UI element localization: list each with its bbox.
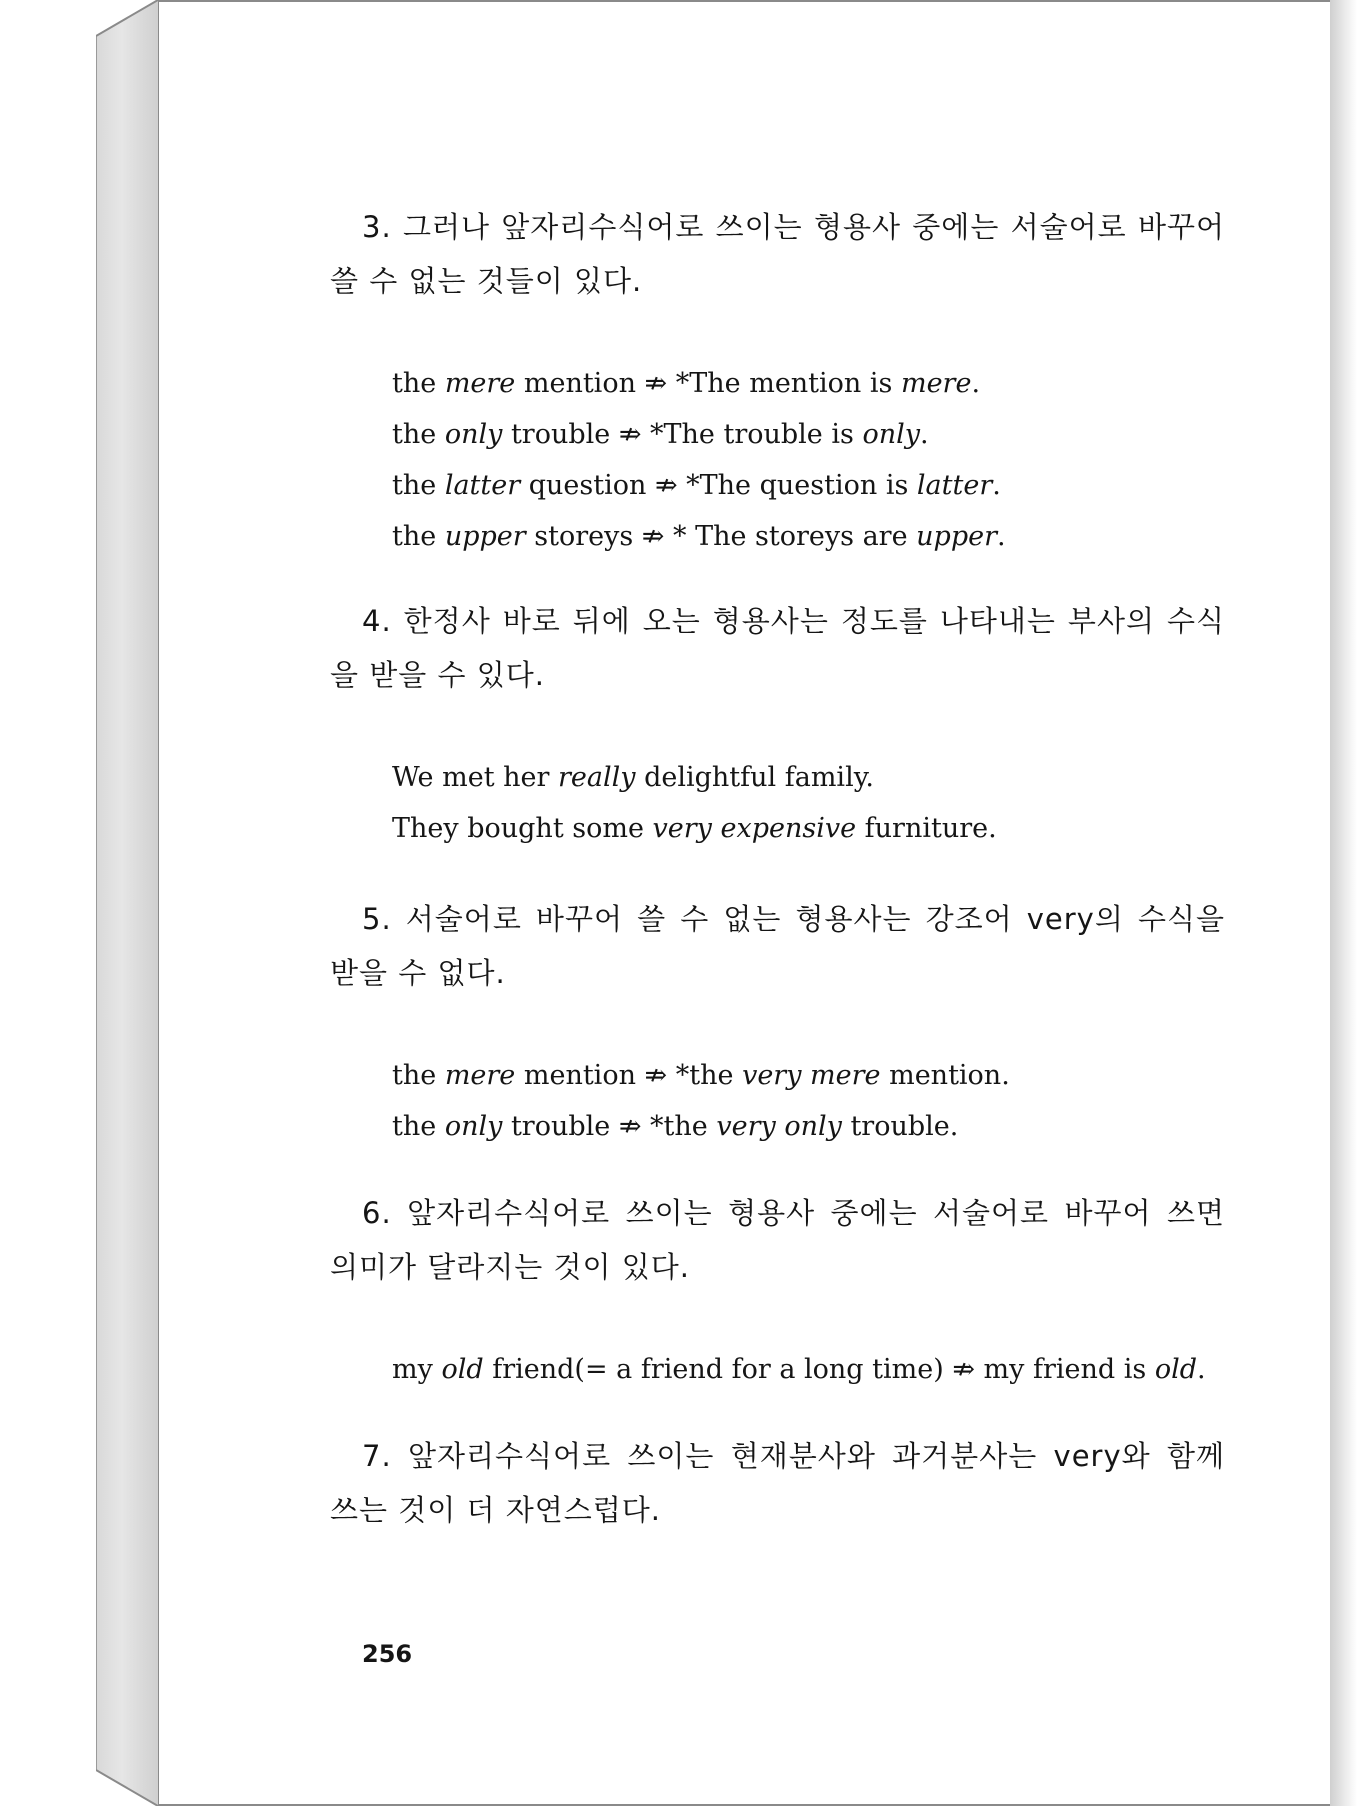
section-heading: 7. 앞자리수식어로 쓰이는 현재분사와 과거분사는 very와 함께 쓰는 것이 더 자연스럽다. <box>330 1439 1225 1527</box>
section-heading: 4. 한정사 바로 뒤에 오는 형용사는 정도를 나타내는 부사의 수식을 받을 수 있다. <box>330 604 1225 692</box>
section-7 <box>330 1429 1225 1537</box>
section-6 <box>330 1186 1225 1395</box>
example-line: the only trouble ⇏ *the very only trouble. <box>392 1111 959 1142</box>
page-edge-shadow <box>1330 0 1357 1806</box>
example-line: the mere mention ⇏ *the very mere mention. <box>392 1060 1010 1091</box>
example-block <box>330 358 1225 562</box>
page-number: 256 <box>362 1640 413 1668</box>
example-line: the upper storeys ⇏ * The storeys are upper. <box>392 521 1006 552</box>
example-line: We met her really delightful family. <box>392 762 874 793</box>
example-line: They bought some very expensive furniture. <box>392 813 997 844</box>
example-block <box>330 1050 1225 1152</box>
section-heading: 3. 그러나 앞자리수식어로 쓰이는 형용사 중에는 서술어로 바꾸어 쓸 수 없는 것들이 있다. <box>330 210 1225 298</box>
section-5 <box>330 892 1225 1152</box>
section-4 <box>330 594 1225 854</box>
example-block <box>330 1344 1225 1395</box>
page-content <box>330 200 1225 1537</box>
example-line: the latter question ⇏ *The question is latter. <box>392 470 1001 501</box>
section-3 <box>330 200 1225 562</box>
example-line: my old friend(= a friend for a long time) ⇏ my friend is old. <box>392 1354 1206 1385</box>
example-block <box>330 752 1225 854</box>
book-spine <box>96 0 159 1806</box>
example-line: the mere mention ⇏ *The mention is mere. <box>392 368 981 399</box>
section-heading: 6. 앞자리수식어로 쓰이는 형용사 중에는 서술어로 바꾸어 쓰면 의미가 달라지는 것이 있다. <box>330 1196 1225 1284</box>
section-heading: 5. 서술어로 바꾸어 쓸 수 없는 형용사는 강조어 very의 수식을 받을 수 없다. <box>330 902 1225 990</box>
example-line: the only trouble ⇏ *The trouble is only. <box>392 419 929 450</box>
